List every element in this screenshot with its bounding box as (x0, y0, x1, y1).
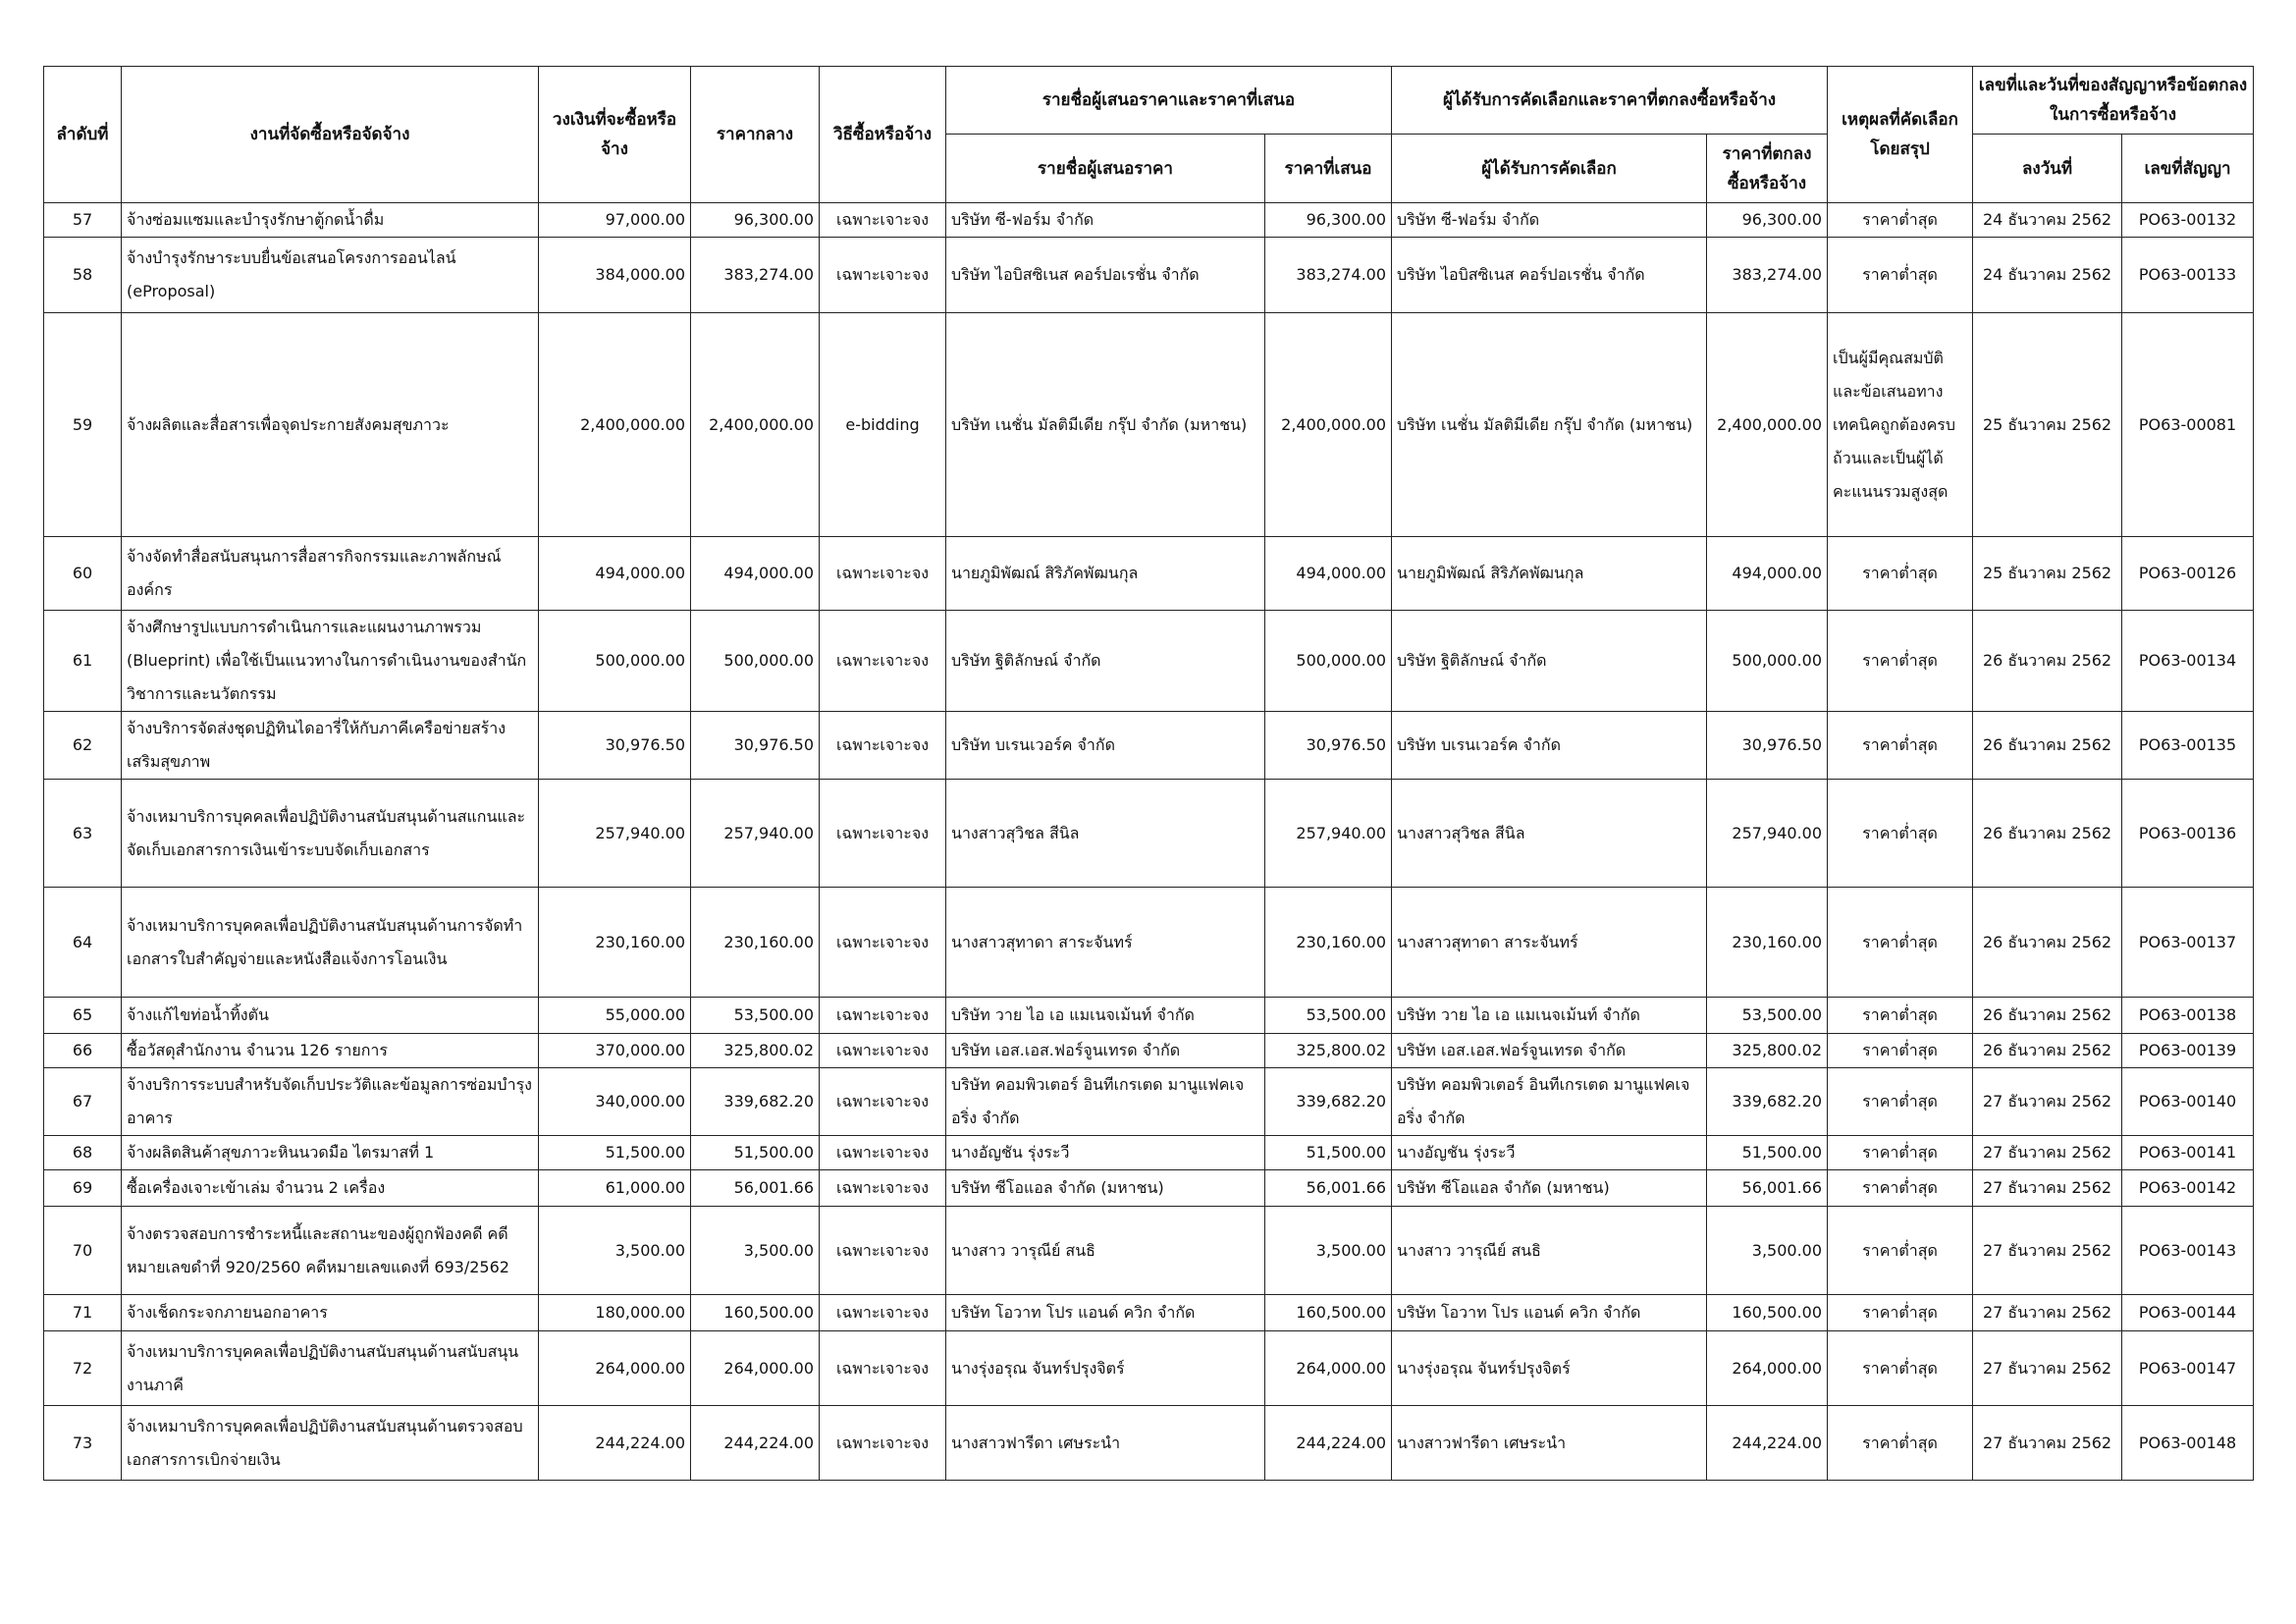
cell-method: เฉพาะเจาะจง (820, 888, 946, 998)
cell-budget: 180,000.00 (539, 1295, 691, 1331)
cell-row-number: 61 (44, 611, 122, 712)
cell-contract-no: PO63-00137 (2122, 888, 2254, 998)
cell-selected-name: นางสาว วารุณีย์ สนธิ (1392, 1207, 1707, 1295)
cell-agreed-price: 56,001.66 (1707, 1170, 1828, 1207)
cell-bidder-name: นางสาวสุทาดา สาระจันทร์ (946, 888, 1265, 998)
cell-budget: 494,000.00 (539, 537, 691, 611)
cell-method: e-bidding (820, 313, 946, 537)
cell-method: เฉพาะเจาะจง (820, 611, 946, 712)
cell-work: จ้างบริการระบบสำหรับจัดเก็บประวัติและข้อมูลการซ่อมบำรุงอาคาร (122, 1068, 539, 1136)
cell-bidder-name: บริษัท ซีโอแอล จำกัด (มหาชน) (946, 1170, 1265, 1207)
cell-median-price: 264,000.00 (691, 1331, 820, 1406)
cell-contract-date: 27 ธันวาคม 2562 (1973, 1406, 2122, 1481)
cell-bidder-name: นางสาวสุวิชล สีนิล (946, 780, 1265, 888)
table-row (44, 888, 2254, 998)
cell-median-price: 3,500.00 (691, 1207, 820, 1295)
table-body (44, 203, 2254, 1481)
cell-work: จ้างผลิตและสื่อสารเพื่อจุดประกายสังคมสุขภาวะ (122, 313, 539, 537)
cell-bidder-name: นางสาวฟารีดา เศษระนำ (946, 1406, 1265, 1481)
cell-row-number: 71 (44, 1295, 122, 1331)
cell-method: เฉพาะเจาะจง (820, 1295, 946, 1331)
cell-bidder-name: บริษัท เนชั่น มัลติมีเดีย กรุ๊ป จำกัด (มหาชน) (946, 313, 1265, 537)
cell-bid-price: 494,000.00 (1265, 537, 1392, 611)
cell-method: เฉพาะเจาะจง (820, 537, 946, 611)
cell-row-number: 68 (44, 1136, 122, 1170)
cell-agreed-price: 500,000.00 (1707, 611, 1828, 712)
cell-budget: 500,000.00 (539, 611, 691, 712)
cell-budget: 370,000.00 (539, 1034, 691, 1068)
cell-row-number: 72 (44, 1331, 122, 1406)
cell-bid-price: 500,000.00 (1265, 611, 1392, 712)
cell-selected-name: บริษัท คอมพิวเตอร์ อินทีเกรเตด มานูแฟคเจอริ่ง จำกัด (1392, 1068, 1707, 1136)
cell-bid-price: 383,274.00 (1265, 238, 1392, 313)
cell-selected-name: บริษัท โอวาท โปร แอนด์ ควิก จำกัด (1392, 1295, 1707, 1331)
cell-reason: ราคาต่ำสุด (1828, 1406, 1973, 1481)
cell-work: จ้างจัดทำสื่อสนับสนุนการสื่อสารกิจกรรมและภาพลักษณ์องค์กร (122, 537, 539, 611)
header-contract-group: เลขที่และวันที่ของสัญญาหรือข้อตกลงในการซื้อหรือจ้าง (1973, 67, 2254, 135)
cell-method: เฉพาะเจาะจง (820, 1034, 946, 1068)
cell-reason: ราคาต่ำสุด (1828, 238, 1973, 313)
header-bid-price: ราคาที่เสนอ (1265, 135, 1392, 203)
cell-row-number: 73 (44, 1406, 122, 1481)
cell-contract-no: PO63-00147 (2122, 1331, 2254, 1406)
cell-reason: ราคาต่ำสุด (1828, 998, 1973, 1034)
cell-work: ซื้อวัสดุสำนักงาน จำนวน 126 รายการ (122, 1034, 539, 1068)
cell-budget: 61,000.00 (539, 1170, 691, 1207)
cell-budget: 51,500.00 (539, 1136, 691, 1170)
cell-method: เฉพาะเจาะจง (820, 1170, 946, 1207)
cell-selected-name: บริษัท ซีโอแอล จำกัด (มหาชน) (1392, 1170, 1707, 1207)
cell-reason: ราคาต่ำสุด (1828, 1331, 1973, 1406)
cell-row-number: 64 (44, 888, 122, 998)
cell-reason: ราคาต่ำสุด (1828, 1170, 1973, 1207)
cell-contract-no: PO63-00134 (2122, 611, 2254, 712)
cell-reason: ราคาต่ำสุด (1828, 780, 1973, 888)
cell-work: จ้างเหมาบริการบุคคลเพื่อปฏิบัติงานสนับสนุนด้านตรวจสอบเอกสารการเบิกจ่ายเงิน (122, 1406, 539, 1481)
cell-bid-price: 264,000.00 (1265, 1331, 1392, 1406)
table-row (44, 537, 2254, 611)
cell-median-price: 494,000.00 (691, 537, 820, 611)
cell-contract-date: 27 ธันวาคม 2562 (1973, 1295, 2122, 1331)
cell-row-number: 66 (44, 1034, 122, 1068)
cell-contract-no: PO63-00138 (2122, 998, 2254, 1034)
cell-budget: 264,000.00 (539, 1331, 691, 1406)
cell-budget: 230,160.00 (539, 888, 691, 998)
cell-budget: 30,976.50 (539, 712, 691, 780)
table-row (44, 313, 2254, 537)
cell-method: เฉพาะเจาะจง (820, 1136, 946, 1170)
cell-agreed-price: 264,000.00 (1707, 1331, 1828, 1406)
cell-budget: 2,400,000.00 (539, 313, 691, 537)
table-row (44, 1170, 2254, 1207)
cell-bidder-name: บริษัท บเรนเวอร์ค จำกัด (946, 712, 1265, 780)
cell-agreed-price: 230,160.00 (1707, 888, 1828, 998)
cell-bid-price: 325,800.02 (1265, 1034, 1392, 1068)
cell-bid-price: 339,682.20 (1265, 1068, 1392, 1136)
table-row (44, 1295, 2254, 1331)
cell-bid-price: 51,500.00 (1265, 1136, 1392, 1170)
cell-contract-no: PO63-00144 (2122, 1295, 2254, 1331)
cell-work: จ้างบริการจัดส่งชุดปฏิทินไดอารี่ให้กับภาคีเครือข่ายสร้างเสริมสุขภาพ (122, 712, 539, 780)
cell-agreed-price: 244,224.00 (1707, 1406, 1828, 1481)
cell-method: เฉพาะเจาะจง (820, 780, 946, 888)
cell-selected-name: บริษัท เนชั่น มัลติมีเดีย กรุ๊ป จำกัด (มหาชน) (1392, 313, 1707, 537)
cell-bidder-name: นางอัญชัน รุ่งระวี (946, 1136, 1265, 1170)
cell-contract-no: PO63-00139 (2122, 1034, 2254, 1068)
cell-budget: 244,224.00 (539, 1406, 691, 1481)
cell-work: จ้างศึกษารูปแบบการดำเนินการและแผนงานภาพรวม (Blueprint) เพื่อใช้เป็นแนวทางในการดำเนินงานของสำนักวิชาการและนวัตกรรม (122, 611, 539, 712)
cell-contract-date: 26 ธันวาคม 2562 (1973, 611, 2122, 712)
cell-work: จ้างแก้ไขท่อน้ำทิ้งตัน (122, 998, 539, 1034)
cell-row-number: 65 (44, 998, 122, 1034)
cell-row-number: 70 (44, 1207, 122, 1295)
cell-work: จ้างเหมาบริการบุคคลเพื่อปฏิบัติงานสนับสนุนด้านการจัดทำเอกสารใบสำคัญจ่ายและหนังสือแจ้งการโอนเงิน (122, 888, 539, 998)
cell-agreed-price: 30,976.50 (1707, 712, 1828, 780)
cell-contract-no: PO63-00148 (2122, 1406, 2254, 1481)
cell-reason: ราคาต่ำสุด (1828, 1136, 1973, 1170)
cell-selected-name: บริษัท เอส.เอส.ฟอร์จูนเทรด จำกัด (1392, 1034, 1707, 1068)
cell-row-number: 62 (44, 712, 122, 780)
table-row (44, 1068, 2254, 1136)
cell-reason: ราคาต่ำสุด (1828, 1068, 1973, 1136)
cell-contract-no: PO63-00081 (2122, 313, 2254, 537)
cell-method: เฉพาะเจาะจง (820, 203, 946, 238)
cell-selected-name: นางสาวฟารีดา เศษระนำ (1392, 1406, 1707, 1481)
cell-median-price: 30,976.50 (691, 712, 820, 780)
cell-agreed-price: 383,274.00 (1707, 238, 1828, 313)
cell-contract-date: 27 ธันวาคม 2562 (1973, 1068, 2122, 1136)
cell-bid-price: 257,940.00 (1265, 780, 1392, 888)
cell-median-price: 53,500.00 (691, 998, 820, 1034)
cell-bid-price: 96,300.00 (1265, 203, 1392, 238)
cell-agreed-price: 51,500.00 (1707, 1136, 1828, 1170)
cell-contract-date: 26 ธันวาคม 2562 (1973, 1034, 2122, 1068)
header-contract-date: ลงวันที่ (1973, 135, 2122, 203)
cell-bid-price: 160,500.00 (1265, 1295, 1392, 1331)
cell-contract-no: PO63-00135 (2122, 712, 2254, 780)
table-row (44, 611, 2254, 712)
cell-budget: 340,000.00 (539, 1068, 691, 1136)
cell-method: เฉพาะเจาะจง (820, 1406, 946, 1481)
cell-contract-date: 25 ธันวาคม 2562 (1973, 537, 2122, 611)
cell-contract-no: PO63-00132 (2122, 203, 2254, 238)
cell-bid-price: 230,160.00 (1265, 888, 1392, 998)
table-row (44, 1331, 2254, 1406)
cell-method: เฉพาะเจาะจง (820, 1068, 946, 1136)
cell-contract-no: PO63-00126 (2122, 537, 2254, 611)
cell-bidder-name: บริษัท ฐิติลักษณ์ จำกัด (946, 611, 1265, 712)
cell-work: ซื้อเครื่องเจาะเข้าเล่ม จำนวน 2 เครื่อง (122, 1170, 539, 1207)
cell-bidder-name: บริษัท เอส.เอส.ฟอร์จูนเทรด จำกัด (946, 1034, 1265, 1068)
table-row (44, 1136, 2254, 1170)
cell-agreed-price: 339,682.20 (1707, 1068, 1828, 1136)
cell-median-price: 51,500.00 (691, 1136, 820, 1170)
cell-selected-name: นางรุ่งอรุณ จันทร์ปรุงจิตร์ (1392, 1331, 1707, 1406)
cell-median-price: 96,300.00 (691, 203, 820, 238)
cell-contract-date: 27 ธันวาคม 2562 (1973, 1136, 2122, 1170)
cell-reason: ราคาต่ำสุด (1828, 1034, 1973, 1068)
cell-contract-no: PO63-00143 (2122, 1207, 2254, 1295)
table-row (44, 780, 2254, 888)
cell-bidder-name: บริษัท คอมพิวเตอร์ อินทีเกรเตด มานูแฟคเจอริ่ง จำกัด (946, 1068, 1265, 1136)
cell-reason: เป็นผู้มีคุณสมบัติและข้อเสนอทางเทคนิคถูกต้องครบถ้วนและเป็นผู้ได้คะแนนรวมสูงสุด (1828, 313, 1973, 537)
cell-work: จ้างซ่อมแซมและบำรุงรักษาตู้กดน้ำดื่ม (122, 203, 539, 238)
cell-work: จ้างบำรุงรักษาระบบยื่นข้อเสนอโครงการออนไลน์ (eProposal) (122, 238, 539, 313)
header-selected-group: ผู้ได้รับการคัดเลือกและราคาที่ตกลงซื้อหรือจ้าง (1392, 67, 1828, 135)
cell-row-number: 60 (44, 537, 122, 611)
cell-reason: ราคาต่ำสุด (1828, 712, 1973, 780)
cell-row-number: 57 (44, 203, 122, 238)
cell-contract-date: 27 ธันวาคม 2562 (1973, 1207, 2122, 1295)
cell-bid-price: 2,400,000.00 (1265, 313, 1392, 537)
header-agreed-price: ราคาที่ตกลงซื้อหรือจ้าง (1707, 135, 1828, 203)
cell-reason: ราคาต่ำสุด (1828, 537, 1973, 611)
cell-method: เฉพาะเจาะจง (820, 238, 946, 313)
cell-bidder-name: นางรุ่งอรุณ จันทร์ปรุงจิตร์ (946, 1331, 1265, 1406)
cell-contract-no: PO63-00142 (2122, 1170, 2254, 1207)
cell-median-price: 325,800.02 (691, 1034, 820, 1068)
cell-row-number: 67 (44, 1068, 122, 1136)
cell-contract-no: PO63-00133 (2122, 238, 2254, 313)
header-reason: เหตุผลที่คัดเลือกโดยสรุป (1828, 67, 1973, 203)
cell-bid-price: 30,976.50 (1265, 712, 1392, 780)
cell-reason: ราคาต่ำสุด (1828, 1295, 1973, 1331)
header-contract-no: เลขที่สัญญา (2122, 135, 2254, 203)
cell-median-price: 383,274.00 (691, 238, 820, 313)
cell-row-number: 63 (44, 780, 122, 888)
cell-work: จ้างเหมาบริการบุคคลเพื่อปฏิบัติงานสนับสนุนด้านสแกนและจัดเก็บเอกสารการเงินเข้าระบบจัดเก็บเอกสาร (122, 780, 539, 888)
cell-bidder-name: นายภูมิพัฒณ์ สิริภัคพัฒนกุล (946, 537, 1265, 611)
header-selected-name: ผู้ได้รับการคัดเลือก (1392, 135, 1707, 203)
cell-budget: 97,000.00 (539, 203, 691, 238)
table-row (44, 1034, 2254, 1068)
cell-selected-name: นางสาวสุทาดา สาระจันทร์ (1392, 888, 1707, 998)
cell-contract-date: 27 ธันวาคม 2562 (1973, 1170, 2122, 1207)
cell-selected-name: บริษัท ซี-ฟอร์ม จำกัด (1392, 203, 1707, 238)
cell-median-price: 56,001.66 (691, 1170, 820, 1207)
cell-selected-name: บริษัท วาย ไอ เอ แมเนจเม้นท์ จำกัด (1392, 998, 1707, 1034)
cell-contract-no: PO63-00141 (2122, 1136, 2254, 1170)
cell-method: เฉพาะเจาะจง (820, 1331, 946, 1406)
cell-budget: 55,000.00 (539, 998, 691, 1034)
cell-bidder-name: บริษัท ไอบิสซิเนส คอร์ปอเรชั่น จำกัด (946, 238, 1265, 313)
cell-budget: 3,500.00 (539, 1207, 691, 1295)
cell-median-price: 500,000.00 (691, 611, 820, 712)
table-header (44, 67, 2254, 203)
cell-row-number: 69 (44, 1170, 122, 1207)
cell-bid-price: 56,001.66 (1265, 1170, 1392, 1207)
table-row (44, 712, 2254, 780)
cell-reason: ราคาต่ำสุด (1828, 203, 1973, 238)
cell-agreed-price: 257,940.00 (1707, 780, 1828, 888)
header-bidders-group: รายชื่อผู้เสนอราคาและราคาที่เสนอ (946, 67, 1392, 135)
table-row (44, 998, 2254, 1034)
header-median: ราคากลาง (691, 67, 820, 203)
cell-selected-name: นายภูมิพัฒณ์ สิริภัคพัฒนกุล (1392, 537, 1707, 611)
cell-agreed-price: 3,500.00 (1707, 1207, 1828, 1295)
cell-method: เฉพาะเจาะจง (820, 712, 946, 780)
cell-selected-name: บริษัท ไอบิสซิเนส คอร์ปอเรชั่น จำกัด (1392, 238, 1707, 313)
cell-median-price: 2,400,000.00 (691, 313, 820, 537)
cell-work: จ้างตรวจสอบการชำระหนี้และสถานะของผู้ถูกฟ้องคดี คดีหมายเลขดำที่ 920/2560 คดีหมายเลขแดงที่ 693/2562 (122, 1207, 539, 1295)
cell-selected-name: บริษัท บเรนเวอร์ค จำกัด (1392, 712, 1707, 780)
cell-agreed-price: 53,500.00 (1707, 998, 1828, 1034)
cell-bidder-name: บริษัท โอวาท โปร แอนด์ ควิก จำกัด (946, 1295, 1265, 1331)
table-row (44, 203, 2254, 238)
cell-reason: ราคาต่ำสุด (1828, 888, 1973, 998)
cell-agreed-price: 494,000.00 (1707, 537, 1828, 611)
header-work: งานที่จัดซื้อหรือจัดจ้าง (122, 67, 539, 203)
cell-budget: 257,940.00 (539, 780, 691, 888)
cell-contract-date: 24 ธันวาคม 2562 (1973, 238, 2122, 313)
header-method: วิธีซื้อหรือจ้าง (820, 67, 946, 203)
cell-contract-date: 26 ธันวาคม 2562 (1973, 888, 2122, 998)
cell-contract-date: 27 ธันวาคม 2562 (1973, 1331, 2122, 1406)
table-row (44, 238, 2254, 313)
cell-reason: ราคาต่ำสุด (1828, 611, 1973, 712)
cell-contract-date: 25 ธันวาคม 2562 (1973, 313, 2122, 537)
header-bidder-name: รายชื่อผู้เสนอราคา (946, 135, 1265, 203)
cell-agreed-price: 96,300.00 (1707, 203, 1828, 238)
cell-row-number: 59 (44, 313, 122, 537)
cell-median-price: 230,160.00 (691, 888, 820, 998)
cell-contract-date: 26 ธันวาคม 2562 (1973, 998, 2122, 1034)
cell-budget: 384,000.00 (539, 238, 691, 313)
cell-median-price: 257,940.00 (691, 780, 820, 888)
cell-selected-name: นางสาวสุวิชล สีนิล (1392, 780, 1707, 888)
procurement-table (43, 66, 2254, 1481)
cell-method: เฉพาะเจาะจง (820, 998, 946, 1034)
cell-bid-price: 3,500.00 (1265, 1207, 1392, 1295)
cell-bid-price: 244,224.00 (1265, 1406, 1392, 1481)
cell-median-price: 160,500.00 (691, 1295, 820, 1331)
cell-contract-no: PO63-00140 (2122, 1068, 2254, 1136)
header-budget: วงเงินที่จะซื้อหรือจ้าง (539, 67, 691, 203)
cell-contract-date: 26 ธันวาคม 2562 (1973, 712, 2122, 780)
header-no: ลำดับที่ (44, 67, 122, 203)
cell-agreed-price: 325,800.02 (1707, 1034, 1828, 1068)
cell-contract-no: PO63-00136 (2122, 780, 2254, 888)
cell-bidder-name: บริษัท วาย ไอ เอ แมเนจเม้นท์ จำกัด (946, 998, 1265, 1034)
cell-bidder-name: นางสาว วารุณีย์ สนธิ (946, 1207, 1265, 1295)
cell-median-price: 339,682.20 (691, 1068, 820, 1136)
cell-work: จ้างผลิตสินค้าสุขภาวะหินนวดมือ ไตรมาสที่ 1 (122, 1136, 539, 1170)
cell-agreed-price: 160,500.00 (1707, 1295, 1828, 1331)
cell-selected-name: นางอัญชัน รุ่งระวี (1392, 1136, 1707, 1170)
cell-bid-price: 53,500.00 (1265, 998, 1392, 1034)
cell-contract-date: 24 ธันวาคม 2562 (1973, 203, 2122, 238)
cell-selected-name: บริษัท ฐิติลักษณ์ จำกัด (1392, 611, 1707, 712)
cell-contract-date: 26 ธันวาคม 2562 (1973, 780, 2122, 888)
cell-agreed-price: 2,400,000.00 (1707, 313, 1828, 537)
cell-median-price: 244,224.00 (691, 1406, 820, 1481)
cell-work: จ้างเหมาบริการบุคคลเพื่อปฏิบัติงานสนับสนุนด้านสนับสนุนงานภาคี (122, 1331, 539, 1406)
table-row (44, 1406, 2254, 1481)
cell-row-number: 58 (44, 238, 122, 313)
cell-method: เฉพาะเจาะจง (820, 1207, 946, 1295)
table-row (44, 1207, 2254, 1295)
cell-reason: ราคาต่ำสุด (1828, 1207, 1973, 1295)
cell-work: จ้างเช็ดกระจกภายนอกอาคาร (122, 1295, 539, 1331)
cell-bidder-name: บริษัท ซี-ฟอร์ม จำกัด (946, 203, 1265, 238)
